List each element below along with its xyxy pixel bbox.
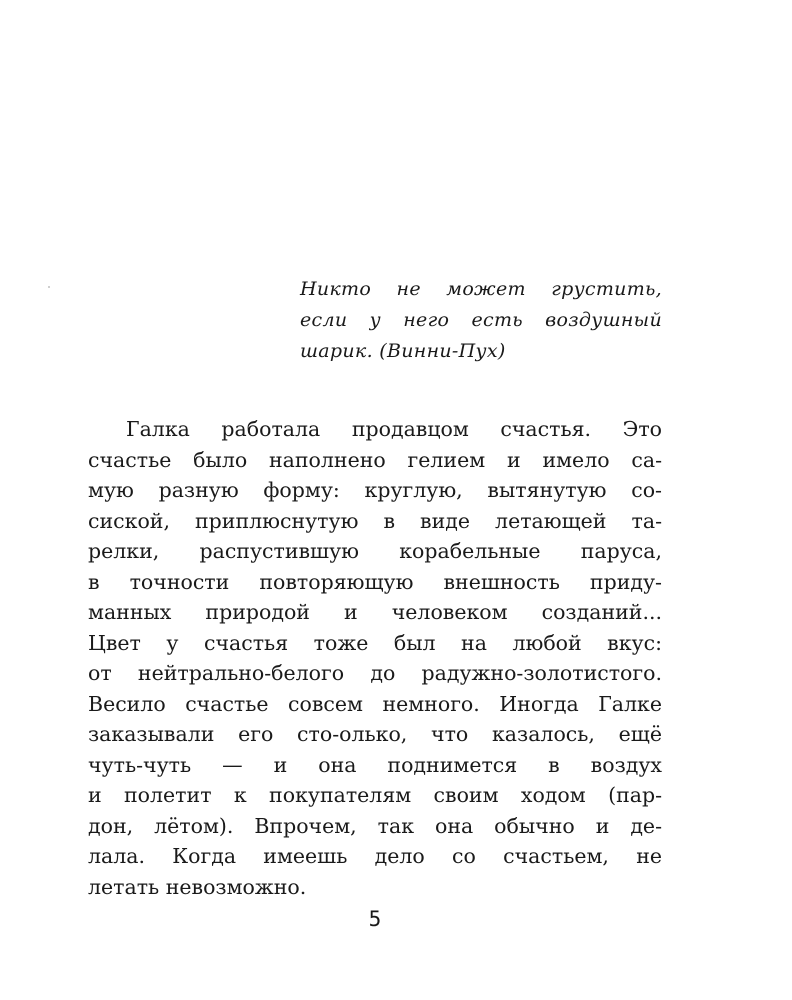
paragraph-line: Цвет у счастья тоже был на любой вкус: <box>88 630 662 655</box>
paragraph-line: лала. Когда имеешь дело со счастьем, не <box>88 844 662 868</box>
paragraph-line: в точности повторяющую внешность приду- <box>88 569 662 594</box>
paragraph-line: летать невозможно. <box>88 874 307 899</box>
epigraph <box>300 274 662 367</box>
paragraph-line: заказывали его сто-олько, что казалось, ещё <box>88 722 662 746</box>
paragraph-line: манных природой и человеком созданий... <box>88 600 662 624</box>
paragraph-line: чуть-чуть — и она поднимется в воздух <box>88 752 662 777</box>
paragraph-line: и полетит к покупателям своим ходом (пар- <box>88 783 662 807</box>
epigraph-line: Никто не может грустить, <box>300 278 662 300</box>
paragraph-line: счастье было наполнено гелием и имело са- <box>88 447 662 472</box>
epigraph-line: если у него есть воздушный <box>300 309 662 331</box>
epigraph-line: шарик. (Винни-Пух) <box>300 340 506 362</box>
paragraph-line: дон, лётом). Впрочем, так она обычно и де- <box>88 813 662 838</box>
page-number: 5 <box>368 907 382 931</box>
paragraph-line: релки, распустившую корабельные паруса, <box>88 539 662 563</box>
body-paragraph <box>88 414 662 902</box>
scan-speck <box>48 286 50 288</box>
paragraph-line: Галка работала продавцом счастья. Это <box>126 417 662 441</box>
paragraph-line: сиской, приплюснутую в виде летающей та- <box>88 508 662 533</box>
paragraph-line: Весило счастье совсем немного. Иногда Галке <box>88 691 662 716</box>
paragraph-line: от нейтрально-белого до радужно-золотистого. <box>88 661 662 685</box>
paragraph-line: мую разную форму: круглую, вытянутую со- <box>88 478 662 502</box>
